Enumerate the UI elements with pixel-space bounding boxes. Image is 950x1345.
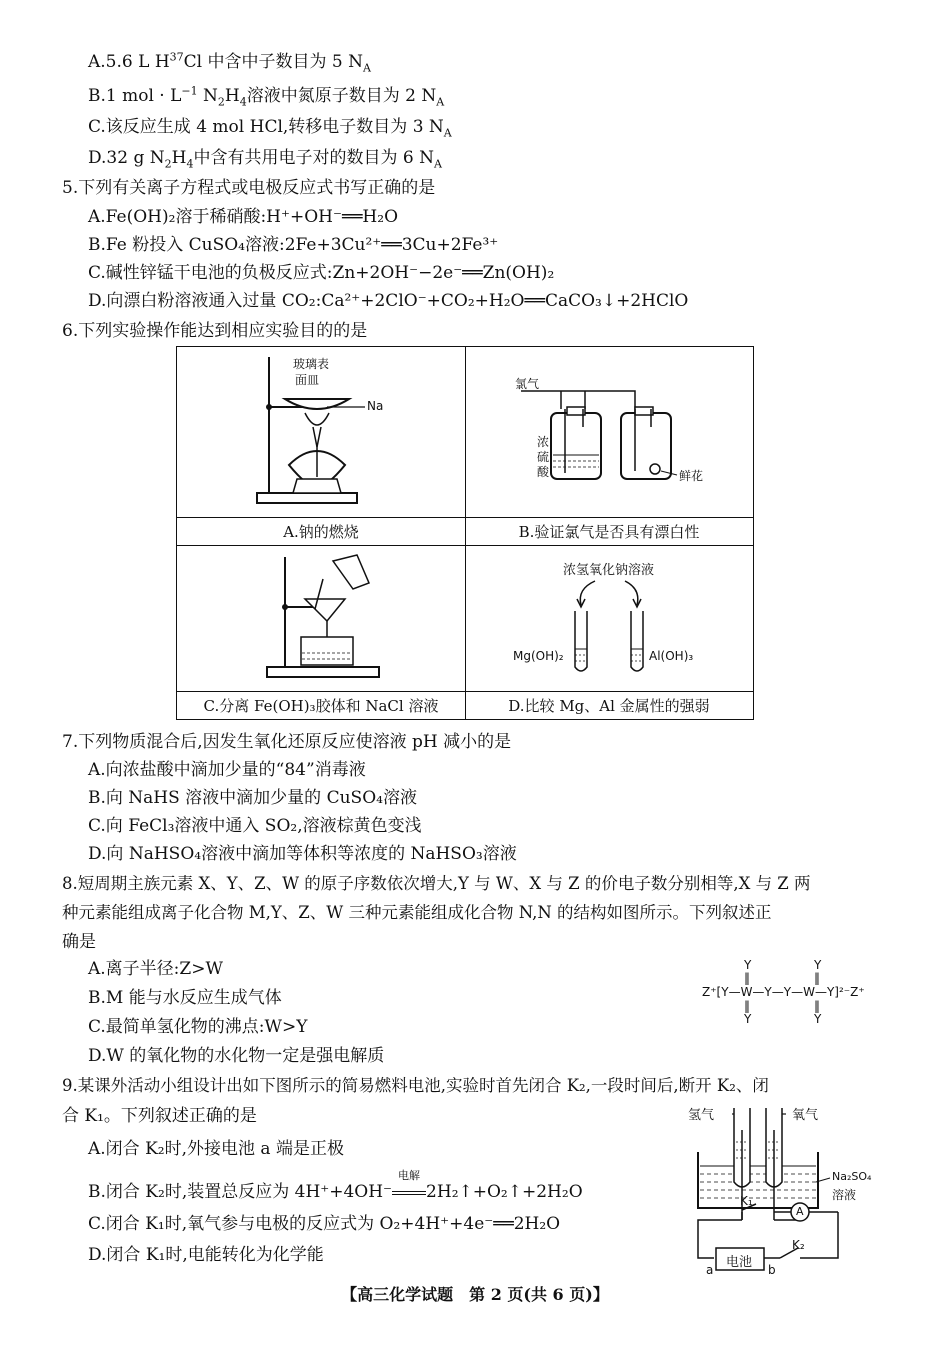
q8-option-c: C.最简单氢化物的沸点:W>Y: [88, 1017, 308, 1037]
cell-b: [465, 347, 753, 545]
q7-option-d: D.向 NaHSO₄溶液中滴加等体积等浓度的 NaHSO₃溶液: [88, 844, 517, 864]
cell-c: [177, 545, 465, 719]
struct-y-bottom-left: Y: [744, 1012, 752, 1026]
struct-bond-top-right: ‖: [814, 971, 820, 985]
label-terminal-b: b: [768, 1263, 776, 1277]
q5-stem: 5.下列有关离子方程式或电极反应式书写正确的是: [62, 178, 436, 198]
caption-b: B.验证氯气是否具有漂白性: [465, 517, 753, 546]
label-oxygen: 氧气: [792, 1108, 819, 1123]
fuel-cell-svg: [688, 1100, 888, 1280]
q7-stem: 7.下列物质混合后,因发生氧化还原反应使溶液 pH 减小的是: [62, 732, 512, 752]
electrolysis-label: 电解: [398, 1169, 421, 1182]
label-acid-3: 酸: [537, 465, 550, 479]
q4-option-a: A.5.6 L $H^{37}Cl$ 中含中子数目为 5 $N_A$: [88, 50, 371, 75]
q6-stem: 6.下列实验操作能达到相应实验目的的是: [62, 321, 368, 341]
test-tubes-apparatus: [465, 545, 753, 691]
struct-bond-top-left: ‖: [744, 971, 750, 985]
caption-c: C.分离 Fe(OH)₃胶体和 NaCl 溶液: [177, 691, 465, 720]
q8-option-b: B.M 能与水反应生成气体: [88, 988, 282, 1008]
q5-option-d: D.向漂白粉溶液通入过量 CO₂:Ca²⁺+2ClO⁻+CO₂+H₂O══CaCO₃↓+2HClO: [88, 291, 689, 311]
caption-d: D.比较 Mg、Al 金属性的强弱: [465, 691, 753, 720]
label-na: Na: [367, 399, 384, 413]
q8-option-a: A.离子半径:Z>W: [88, 959, 223, 979]
fuel-cell-diagram: [688, 1100, 888, 1280]
label-na2so4: Na₂SO₄: [832, 1170, 872, 1183]
q8-stem-1: 8.短周期主族元素 X、Y、Z、W 的原子序数依次增大,Y 与 W、X 与 Z 的价电子数分别相等,X 与 Z 两: [62, 874, 811, 893]
label-k2: K₂: [792, 1238, 805, 1252]
q5-option-c: C.碱性锌锰干电池的负极反应式:Zn+2OH⁻−2e⁻══Zn(OH)₂: [88, 263, 555, 283]
filtration-apparatus: [177, 545, 465, 691]
struct-main-chain: Z⁺[Y—W—Y—Y—W—Y]²⁻Z⁺: [702, 985, 865, 999]
struct-y-top-left: Y: [744, 958, 752, 972]
q7-option-a: A.向浓盐酸中滴加少量的“84”消毒液: [88, 760, 366, 780]
q4-option-d: D.32 g $N_2H_4$中含有共用电子对的数目为 6 $N_A$: [88, 148, 442, 171]
experiment-table: [176, 346, 754, 720]
label-watch-glass-1: 玻璃表: [293, 357, 330, 371]
struct-y-bottom-right: Y: [814, 1012, 822, 1026]
cell-d: [465, 545, 753, 719]
struct-y-top-right: Y: [814, 958, 822, 972]
label-aloh3: Al(OH)₃: [649, 649, 694, 663]
q5-option-b: B.Fe 粉投入 CuSO₄溶液:2Fe+3Cu²⁺══3Cu+2Fe³⁺: [88, 235, 499, 255]
q9-option-d: D.闭合 K₁时,电能转化为化学能: [88, 1245, 324, 1265]
q7-option-c: C.向 FeCl₃溶液中通入 SO₂,溶液棕黄色变浅: [88, 816, 422, 836]
q5-option-a: A.Fe(OH)₂溶于稀硝酸:H⁺+OH⁻══H₂O: [88, 207, 399, 227]
q9-stem-1: 9.某课外活动小组设计出如下图所示的简易燃料电池,实验时首先闭合 K₂,一段时间后,断开 K₂、闭: [62, 1076, 769, 1095]
q8-stem-2: 种元素能组成离子化合物 M,Y、Z、W 三种元素能组成化合物 N,N 的结构如图所示。下列叙述正: [62, 903, 772, 922]
label-naoh: 浓氢氧化钠溶液: [563, 563, 655, 578]
q9-stem-2: 合 K₁。下列叙述正确的是: [62, 1106, 257, 1126]
q8-stem-3: 确是: [62, 932, 96, 952]
cell-a: [177, 347, 465, 545]
label-acid-1: 浓: [537, 435, 550, 449]
label-flower: 鲜花: [679, 469, 704, 483]
page-footer: 【高三化学试题 第 2 页(共 6 页)】: [341, 1285, 609, 1304]
label-mgoh2: Mg(OH)₂: [513, 649, 564, 663]
chlorine-bleach-apparatus: [465, 347, 753, 517]
label-acid-2: 硫: [537, 450, 550, 464]
label-battery: 电池: [726, 1255, 753, 1270]
structure-diagram: [702, 958, 892, 1028]
label-chlorine: 氯气: [515, 377, 540, 391]
struct-bond-bottom-right: ‖: [814, 999, 820, 1013]
sodium-burning-apparatus: [177, 347, 465, 517]
struct-bond-bottom-left: ‖: [744, 999, 750, 1013]
q9-option-b: B.闭合 K₂时,装置总反应为 4H⁺+4OH⁻ 电解 2H₂↑+O₂↑+2H₂O: [88, 1180, 583, 1204]
q9-option-c: C.闭合 K₁时,氧气参与电极的反应式为 O₂+4H⁺+4e⁻══2H₂O: [88, 1214, 561, 1234]
q4-option-b: B.1 mol · $L^{-1}$ $N_2H_4$溶液中氮原子数目为 2 $N_A$: [88, 84, 445, 109]
label-terminal-a: a: [706, 1263, 714, 1277]
label-hydrogen: 氢气: [688, 1108, 715, 1123]
label-k1: K₁: [740, 1194, 753, 1208]
label-watch-glass-2: 面皿: [295, 373, 320, 387]
label-solution: 溶液: [832, 1188, 857, 1202]
caption-a: A.钠的燃烧: [177, 517, 465, 546]
q9-option-a: A.闭合 K₂时,外接电池 a 端是正极: [88, 1139, 344, 1159]
q8-option-d: D.W 的氧化物的水化物一定是强电解质: [88, 1046, 385, 1066]
ammeter-label: A: [796, 1205, 804, 1218]
q4-option-c: C.该反应生成 4 mol HCl,转移电子数目为 3 $N_A$: [88, 117, 452, 140]
q7-option-b: B.向 NaHS 溶液中滴加少量的 CuSO₄溶液: [88, 788, 417, 808]
